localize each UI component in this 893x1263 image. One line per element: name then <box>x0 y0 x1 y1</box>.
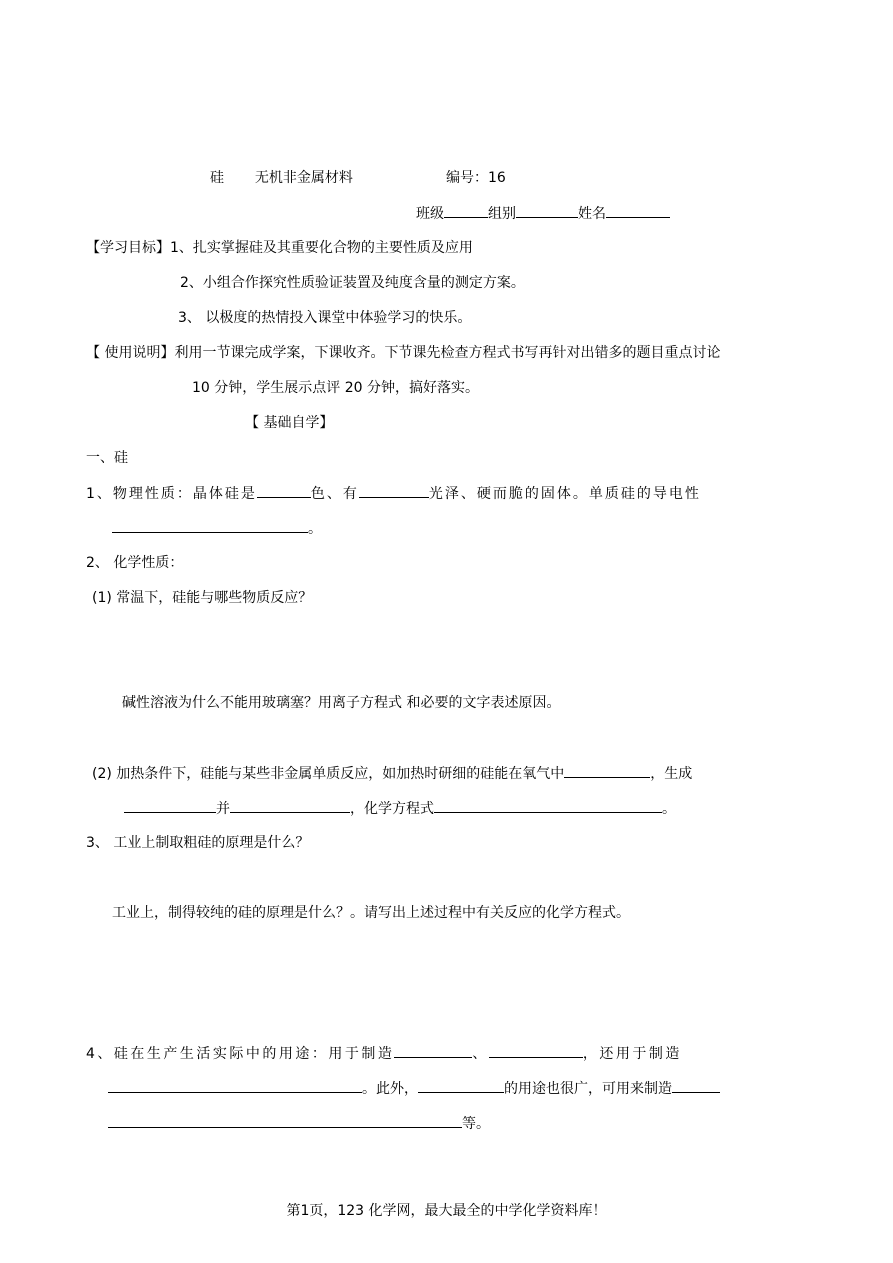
q4-blank-product[interactable] <box>672 1078 720 1093</box>
usage-line-1 <box>86 343 720 363</box>
page-footer: 第1页，123 化学网，最大最全的中学化学资料库！ <box>286 1203 607 1219</box>
objectives-label: 【学习目标】 <box>86 240 170 256</box>
class-blank[interactable] <box>444 203 488 218</box>
question-1-line-2 <box>112 518 322 539</box>
section-heading: 【 基础自学】 <box>245 415 334 431</box>
title-char: 硅 <box>210 170 224 186</box>
q4-text-b: ，还用于制造 <box>582 1046 682 1062</box>
q1-text-c: 光泽、硬而脆的固体。单质硅的导电性 <box>428 486 701 502</box>
q1-text-b: 色、有 <box>310 486 359 502</box>
usage-text-2: 10 分钟，学生展示点评 20 分钟，搞好落实。 <box>192 380 479 396</box>
q4-text-d: 的用途也很广，可用来制造 <box>504 1081 672 1097</box>
q4-blank-material[interactable] <box>418 1078 504 1093</box>
q2-blank-phenomenon[interactable] <box>564 763 650 778</box>
q1-text-a: 1、物理性质：晶体硅是 <box>86 486 257 502</box>
document-title <box>210 168 353 188</box>
usage-text-1: 利用一节课完成学案，下课收齐。下节课先检查方程式书写再针对出错多的题目重点讨论 <box>174 345 721 361</box>
question-2-sub-2-line <box>92 763 692 784</box>
name-blank[interactable] <box>606 203 670 218</box>
q2-blank-equation[interactable] <box>434 798 662 813</box>
q2-sub2-text-c: 并 <box>216 801 230 817</box>
question-4-line-2 <box>108 1078 720 1099</box>
part-title: 一、硅 <box>86 450 128 466</box>
q4-blank-use-1[interactable] <box>394 1043 472 1058</box>
question-1-line <box>86 483 701 504</box>
document-number: 编号：16 <box>446 170 506 186</box>
group-label: 组别 <box>488 206 516 222</box>
q4-blank-use-3[interactable] <box>108 1078 362 1093</box>
title-text: 无机非金属材料 <box>254 170 353 186</box>
q1-blank-luster[interactable] <box>359 483 429 498</box>
q1-blank-conductivity[interactable] <box>112 518 308 533</box>
question-3-title: 3、 工业上制取粗硅的原理是什么？ <box>86 835 310 851</box>
question-2-sub-1: (1) 常温下，硅能与哪些物质反应？ <box>92 590 313 606</box>
objective-line-1 <box>86 238 473 258</box>
q2-sub2-text-a: (2) 加热条件下，硅能与某些非金属单质反应，如加热时研细的硅能在氧气中 <box>92 766 565 782</box>
q2-sub2-text-b: ，生成 <box>650 766 693 782</box>
q4-text-c: 。此外， <box>362 1081 418 1097</box>
usage-label: 【 使用说明】 <box>86 345 175 361</box>
group-blank[interactable] <box>516 203 578 218</box>
question-4-line <box>86 1043 682 1064</box>
q4-blank-use-2[interactable] <box>489 1043 583 1058</box>
q2-blank-product[interactable] <box>124 798 216 813</box>
student-info-row <box>416 203 670 224</box>
name-label: 姓名 <box>578 206 606 222</box>
q4-blank-products[interactable] <box>108 1113 462 1128</box>
question-4-line-3 <box>108 1113 490 1134</box>
class-label: 班级 <box>416 206 444 222</box>
question-2-sub-2-line-2 <box>124 798 676 819</box>
q4-text-a: 4、硅在生产生活实际中的用途：用于制造 <box>86 1046 395 1062</box>
q1-end: 。 <box>308 521 322 537</box>
question-3-note: 工业上，制得较纯的硅的原理是什么？。请写出上述过程中有关反应的化学方程式。 <box>112 905 630 921</box>
q2-sub2-text-d: ，化学方程式 <box>350 801 434 817</box>
objective-2: 2、小组合作探究性质验证装置及纯度含量的测定方案。 <box>180 275 525 291</box>
objective-3: 3、 以极度的热情投入课堂中体验学习的快乐。 <box>178 310 472 326</box>
q4-sep: 、 <box>472 1046 489 1062</box>
question-2-title: 2、 化学性质： <box>86 555 184 571</box>
q1-blank-color[interactable] <box>257 483 311 498</box>
q2-blank-energy[interactable] <box>230 798 350 813</box>
objective-1: 1、扎实掌握硅及其重要化合物的主要性质及应用 <box>170 240 473 256</box>
question-2-sub-1-note: 碱性溶液为什么不能用玻璃塞？用离子方程式 和必要的文字表述原因。 <box>122 695 561 711</box>
q4-end: 等。 <box>462 1116 490 1132</box>
q2-sub2-end: 。 <box>662 801 676 817</box>
